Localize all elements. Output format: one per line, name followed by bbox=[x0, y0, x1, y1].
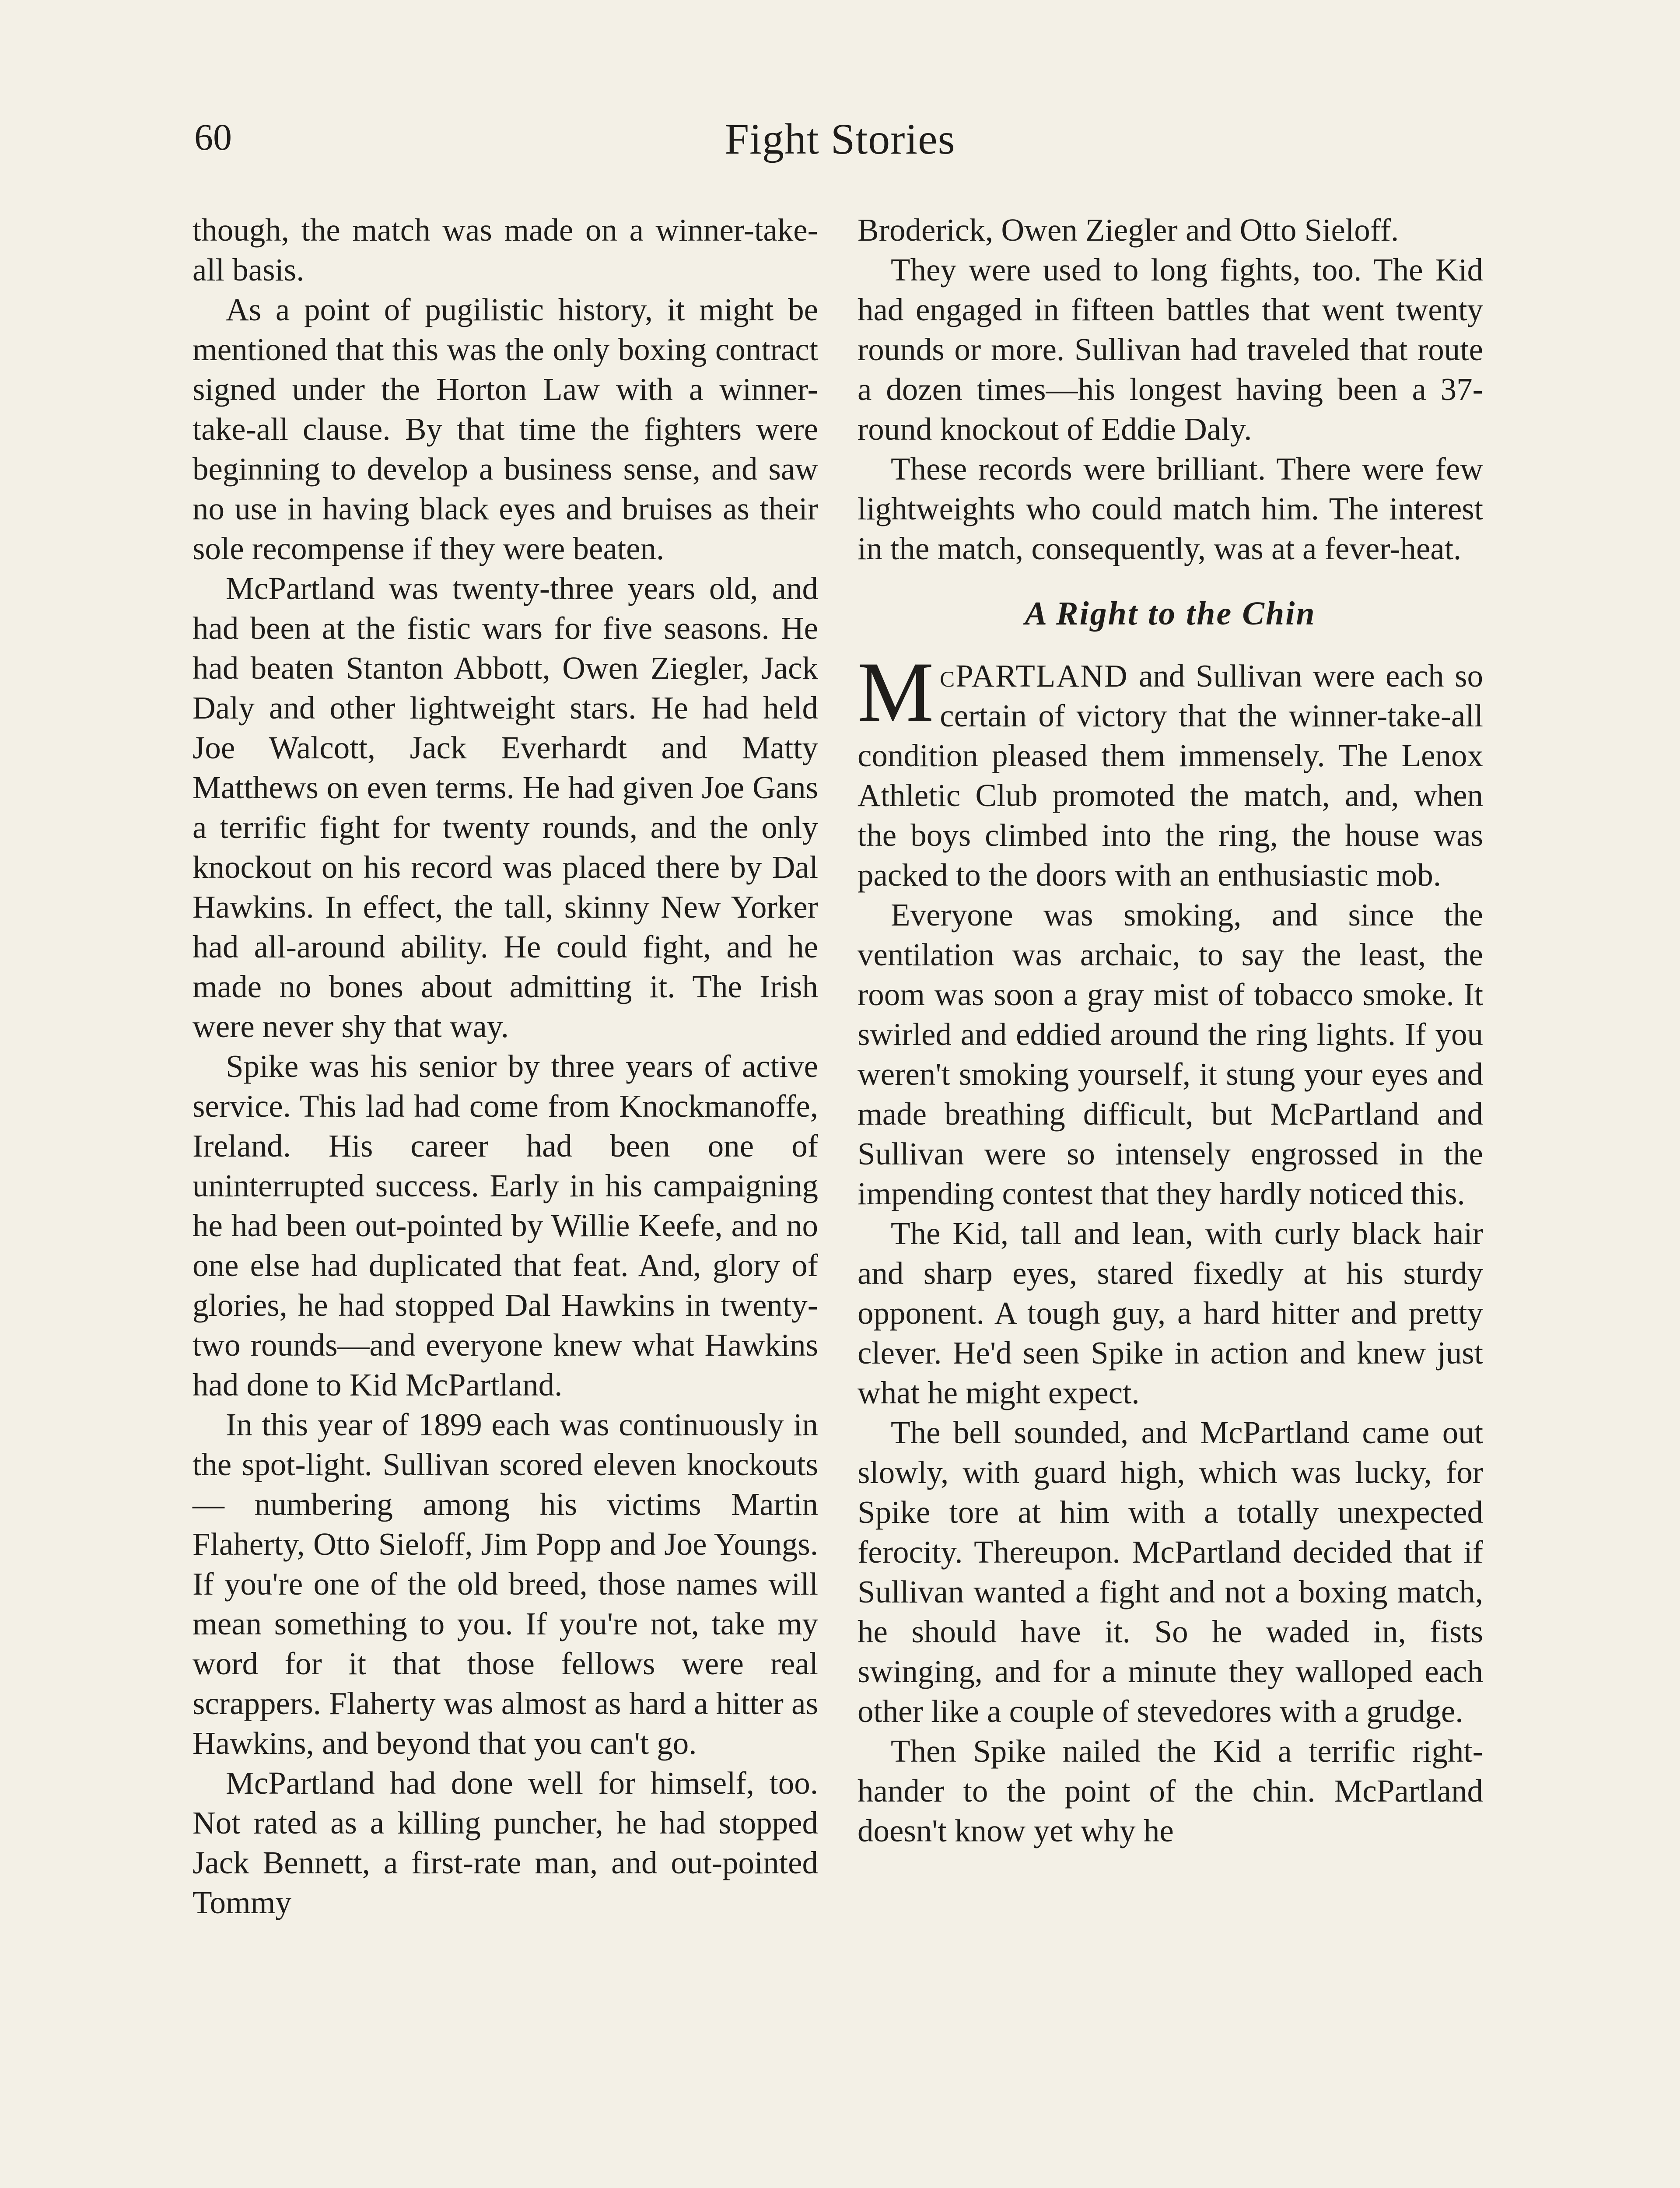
dropcap-paragraph-text: and Sullivan were each so certain of victory that the winner-take-all condition pleased them immensely. The Lenox Athletic Club promoted the match, and, when the boys climbed into the ring, the house was packed to the doors with an enthusiastic mob. bbox=[858, 658, 1483, 893]
paragraph: The bell sounded, and McPartland came out slowly, with guard high, which was lucky, for Spike tore at him with a totally unexpected ferocity. Thereupon. McPartland decided that if Sullivan wanted a fight and not a boxing match, he should have it. So he waded in, fists swinging, and for a minute they walloped each other like a couple of stevedores with a grudge. bbox=[858, 1415, 1483, 1729]
section-heading: A Right to the Chin bbox=[1025, 595, 1316, 632]
dropcap-smallcaps: cPARTLAND bbox=[940, 658, 1128, 694]
paragraph: Spike was his senior by three years of active service. This lad had come from Knockmanoffe, Ireland. His career had been one of uninterrupted success. Early in his campaigning he had been out-pointed by Willie Keefe, and no one else had duplicated that feat. And, glory of glories, he had stopped Dal Hawkins in twenty-two rounds—and everyone knew what Hawkins had done to Kid McPartland. bbox=[192, 1048, 818, 1403]
paragraph: They were used to long fights, too. The Kid had engaged in fifteen battles that went twenty rounds or more. Sullivan had traveled that route a dozen times—his longest having been a 37-round knockout of Eddie Daly. bbox=[858, 252, 1483, 447]
paragraph: though, the match was made on a winner-take-all basis. bbox=[192, 212, 818, 288]
paragraph: McPartland had done well for himself, too. Not rated as a killing puncher, he had stopped Jack Bennett, a first-rate man, and out-pointed Tommy bbox=[192, 1765, 818, 1920]
running-head-title: Fight Stories bbox=[724, 115, 956, 163]
left-column bbox=[192, 210, 818, 1922]
right-column bbox=[858, 210, 1483, 1851]
drop-cap: M bbox=[858, 645, 934, 740]
dropcap-paragraph bbox=[858, 645, 1483, 895]
paragraph: Everyone was smoking, and since the ventilation was archaic, to say the least, the room was soon a gray mist of tobacco smoke. It swirled and eddied around the ring lights. If you weren't smoking yourself, it stung your eyes and made breathing difficult, but McPartland and Sullivan were so intensely engrossed in the impending contest that they hardly noticed this. bbox=[858, 897, 1483, 1211]
paragraph: Broderick, Owen Ziegler and Otto Sieloff. bbox=[858, 212, 1399, 248]
paragraph: In this year of 1899 each was continuously in the spot-light. Sullivan scored eleven knockouts — numbering among his victims Martin Flaherty, Otto Sieloff, Jim Popp and Joe Youngs. If you're one of the old breed, those names will mean something to you. If you're not, take my word for it that those fellows were real scrappers. Flaherty was almost as hard a hitter as Hawkins, and beyond that you can't go. bbox=[192, 1407, 818, 1761]
paragraph: As a point of pugilistic history, it might be mentioned that this was the only boxing contract signed under the Horton Law with a winner-take-all clause. By that time the fighters were beginning to develop a business sense, and saw no use in having black eyes and bruises as their sole recompense if they were beaten. bbox=[192, 292, 818, 566]
paragraph: McPartland was twenty-three years old, and had been at the fistic wars for five seasons. He had beaten Stanton Abbott, Owen Ziegler, Jack Daly and other lightweight stars. He had held Joe Walcott, Jack Everhardt and Matty Matthews on even terms. He had given Joe Gans a terrific fight for twenty rounds, and the only knockout on his record was placed there by Dal Hawkins. In effect, the tall, skinny New Yorker had all-around ability. He could fight, and he made no bones about admitting it. The Irish were never shy that way. bbox=[192, 571, 818, 1044]
paragraph: These records were brilliant. There were few lightweights who could match him. The interest in the match, consequently, was at a fever-heat. bbox=[858, 451, 1483, 566]
page-number: 60 bbox=[194, 116, 232, 158]
paragraph: Then Spike nailed the Kid a terrific right-hander to the point of the chin. McPartland doesn't know yet why he bbox=[858, 1733, 1483, 1848]
paragraph: The Kid, tall and lean, with curly black hair and sharp eyes, stared fixedly at his sturdy opponent. A tough guy, a hard hitter and pretty clever. He'd seen Spike in action and knew just what he might expect. bbox=[858, 1216, 1483, 1410]
